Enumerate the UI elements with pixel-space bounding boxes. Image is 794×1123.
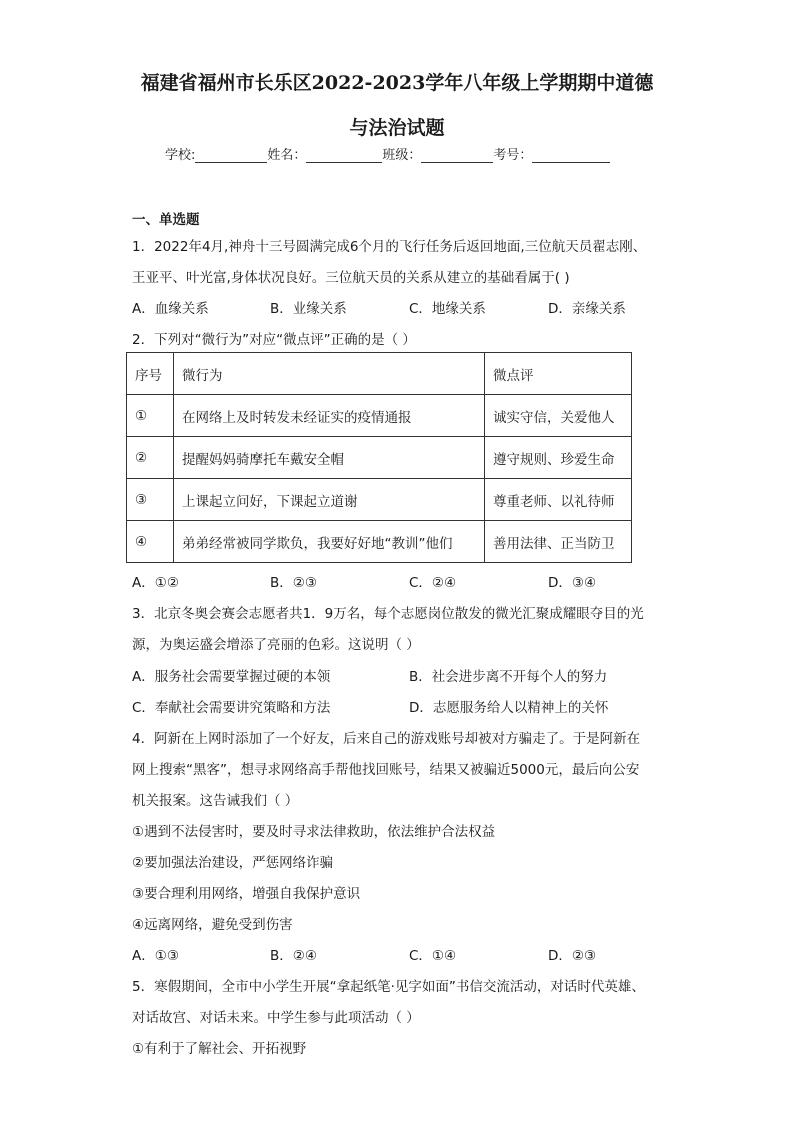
school-label: 学校: bbox=[165, 148, 196, 163]
q4-item-2: ②要加强法治建设，严惩网络诈骗 bbox=[132, 855, 334, 871]
row-behavior: 上课起立问好，下课起立道谢 bbox=[174, 479, 485, 521]
exam-title-line1: 福建省福州市长乐区2022-2023学年八年级上学期期中道德 bbox=[140, 72, 654, 94]
row-index: ④ bbox=[127, 521, 174, 563]
table-row bbox=[127, 437, 632, 479]
q1-option-d: D．亲缘关系 bbox=[548, 301, 626, 317]
q4-option-b: B．②④ bbox=[270, 948, 317, 964]
q4-option-c: C．①④ bbox=[409, 948, 457, 964]
row-behavior: 提醒妈妈骑摩托车戴安全帽 bbox=[174, 437, 485, 479]
q2-table bbox=[126, 352, 632, 563]
q1-stem-line2: 王亚平、叶光富,身体状况良好。三位航天员的关系从建立的基础看属于( ) bbox=[132, 270, 570, 286]
q2-option-c: C．②④ bbox=[409, 575, 457, 591]
header-cell-comment: 微点评 bbox=[485, 353, 632, 395]
header-cell-index: 序号 bbox=[127, 353, 174, 395]
table-row bbox=[127, 395, 632, 437]
q1-option-a: A．血缘关系 bbox=[132, 301, 209, 317]
row-comment: 诚实守信，关爱他人 bbox=[485, 395, 632, 437]
student-info-line bbox=[165, 144, 610, 163]
table-header-row bbox=[127, 353, 632, 395]
q1-option-c: C．地缘关系 bbox=[409, 301, 486, 317]
row-comment: 尊重老师、以礼待师 bbox=[485, 479, 632, 521]
q3-option-d: D．志愿服务给人以精神上的关怀 bbox=[409, 700, 609, 716]
row-behavior: 在网络上及时转发未经证实的疫情通报 bbox=[174, 395, 485, 437]
row-comment: 遵守规则、珍爱生命 bbox=[485, 437, 632, 479]
q4-option-a: A．①③ bbox=[132, 948, 179, 964]
section-heading: 一、单选题 bbox=[132, 212, 200, 228]
q2-option-a: A．①② bbox=[132, 575, 179, 591]
row-behavior: 弟弟经常被同学欺负，我要好好地“教训”他们 bbox=[174, 521, 485, 563]
q5-item-1: ①有利于了解社会、开拓视野 bbox=[132, 1041, 307, 1057]
header-cell-behavior: 微行为 bbox=[174, 353, 485, 395]
class-blank bbox=[421, 148, 493, 163]
q2-stem: 2．下列对“微行为”对应“微点评”正确的是（ ） bbox=[132, 332, 416, 348]
q3-option-a: A．服务社会需要掌握过硬的本领 bbox=[132, 669, 331, 685]
q5-stem-line2: 对话故宫、对话未来。中学生参与此项活动（ ） bbox=[132, 1010, 420, 1026]
q2-option-d: D．③④ bbox=[548, 575, 597, 591]
class-label: 班级： bbox=[382, 148, 422, 163]
school-blank bbox=[195, 148, 267, 163]
q1-stem-line1: 1．2022年4月,神舟十三号圆满完成6个月的飞行任务后返回地面,三位航天员翟志刚、 bbox=[132, 239, 647, 255]
table-row bbox=[127, 521, 632, 563]
exam-title-line2: 与法治试题 bbox=[349, 117, 445, 139]
q4-stem-line1: 4．阿新在上网时添加了一个好友，后来自己的游戏账号却被对方骗走了。于是阿新在 bbox=[132, 731, 641, 747]
q3-option-c: C．奉献社会需要讲究策略和方法 bbox=[132, 700, 331, 716]
q4-option-d: D．②③ bbox=[548, 948, 597, 964]
name-blank bbox=[306, 148, 382, 163]
name-label: 姓名： bbox=[267, 148, 307, 163]
q4-item-4: ④远离网络，避免受到伤害 bbox=[132, 917, 293, 933]
q3-option-b: B．社会进步离不开每个人的努力 bbox=[409, 669, 608, 685]
table-row bbox=[127, 479, 632, 521]
q4-stem-line3: 机关报案。这告诫我们（ ） bbox=[132, 793, 299, 809]
id-blank bbox=[532, 148, 610, 163]
q5-stem-line1: 5．寒假期间，全市中小学生开展“拿起纸笔·见字如面”书信交流活动，对话时代英雄、 bbox=[132, 979, 645, 995]
q3-stem-line2: 源，为奥运盛会增添了亮丽的色彩。这说明（ ） bbox=[132, 637, 420, 653]
q3-stem-line1: 3．北京冬奥会赛会志愿者共1．9万名，每个志愿岗位散发的微光汇聚成耀眼夺目的光 bbox=[132, 606, 644, 622]
q4-stem-line2: 网上搜索“黑客”，想寻求网络高手帮他找回账号，结果又被骗近5000元，最后向公安 bbox=[132, 762, 640, 778]
id-label: 考号： bbox=[493, 148, 533, 163]
q2-option-b: B．②③ bbox=[270, 575, 317, 591]
row-index: ② bbox=[127, 437, 174, 479]
row-comment: 善用法律、正当防卫 bbox=[485, 521, 632, 563]
q1-option-b: B．业缘关系 bbox=[270, 301, 347, 317]
row-index: ③ bbox=[127, 479, 174, 521]
row-index: ① bbox=[127, 395, 174, 437]
q4-item-3: ③要合理利用网络，增强自我保护意识 bbox=[132, 886, 361, 902]
q4-item-1: ①遇到不法侵害时，要及时寻求法律救助，依法维护合法权益 bbox=[132, 824, 496, 840]
